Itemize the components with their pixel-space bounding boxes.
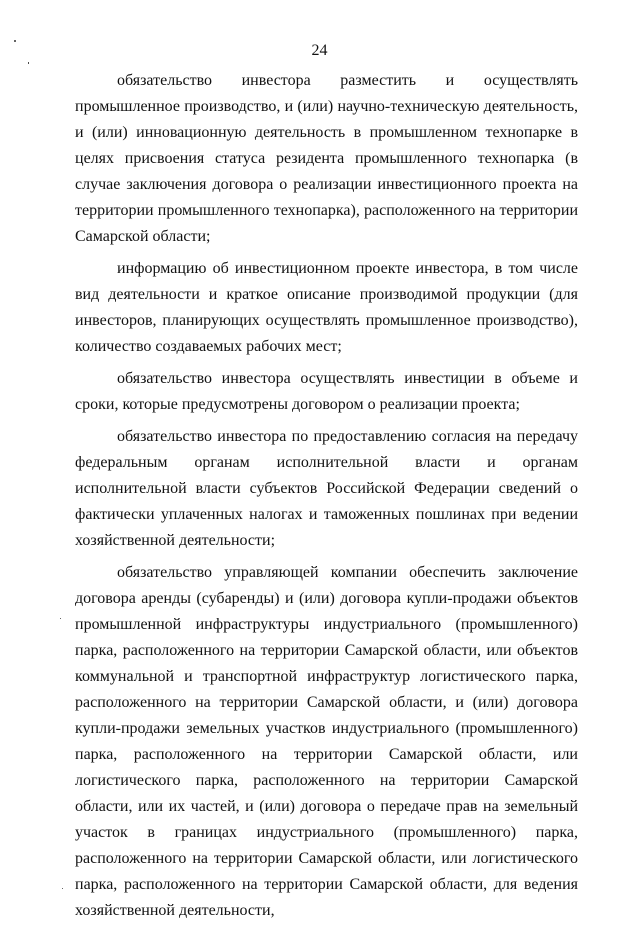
scan-speck xyxy=(62,888,63,889)
paragraph-consent-tax-data: обязательство инвестора по предоставлению согласия на передачу федеральным органам исполнительной власти и органам исполнительной власти субъектов Российской Федерации сведений о фактически уплаченных налогах и таможенных пошлинах при ведении хозяйственной деятельности; xyxy=(75,428,578,549)
paragraph-investment-volume-terms: обязательство инвестора осуществлять инвестиции в объеме и сроки, которые предусмотрены договором о реализации проекта; xyxy=(75,370,578,413)
page-number: 24 xyxy=(311,42,328,59)
document-body xyxy=(75,68,578,930)
scan-speck xyxy=(28,62,29,64)
scan-speck xyxy=(60,618,61,619)
paragraph-management-company-obligation: обязательство управляющей компании обеспечить заключение договора аренды (субаренды) и (или) договора купли-продажи объектов промышленной инфраструктуры индустриального (промышленного) парка, расположенного на территории Самарской области, или объектов коммунальной и транспортной инфраструктур логистического парка, расположенного на территории Самарской области, и (или) договора купли-продажи земельных участков индустриального (промышленного) парка, расположенного на территории Самарской области, или логистического парка, расположенного на территории Самарской области, или их частей, и (или) договора о передаче прав на земельный участок в границах индустриального (промышленного) парка, расположенного на территории Самарской области, или логистического парка, расположенного на территории Самарской области, для ведения хозяйственной деятельности, xyxy=(75,564,578,919)
paragraph-investment-project-info: информацию об инвестиционном проекте инвестора, в том числе вид деятельности и краткое описание производимой продукции (для инвесторов, планирующих осуществлять промышленное производство), количество создаваемых рабочих мест; xyxy=(75,260,578,355)
paragraph-investor-obligation-placement: обязательство инвестора разместить и осуществлять промышленное производство, и (или) научно-техническую деятельность, и (или) инновационную деятельность в промышленном технопарке в целях присвоения статуса резидента промышленного технопарка (в случае заключения договора о реализации инвестиционного проекта на территории промышленного технопарка), расположенного на территории Самарской области; xyxy=(75,72,578,245)
scan-speck xyxy=(14,40,16,42)
